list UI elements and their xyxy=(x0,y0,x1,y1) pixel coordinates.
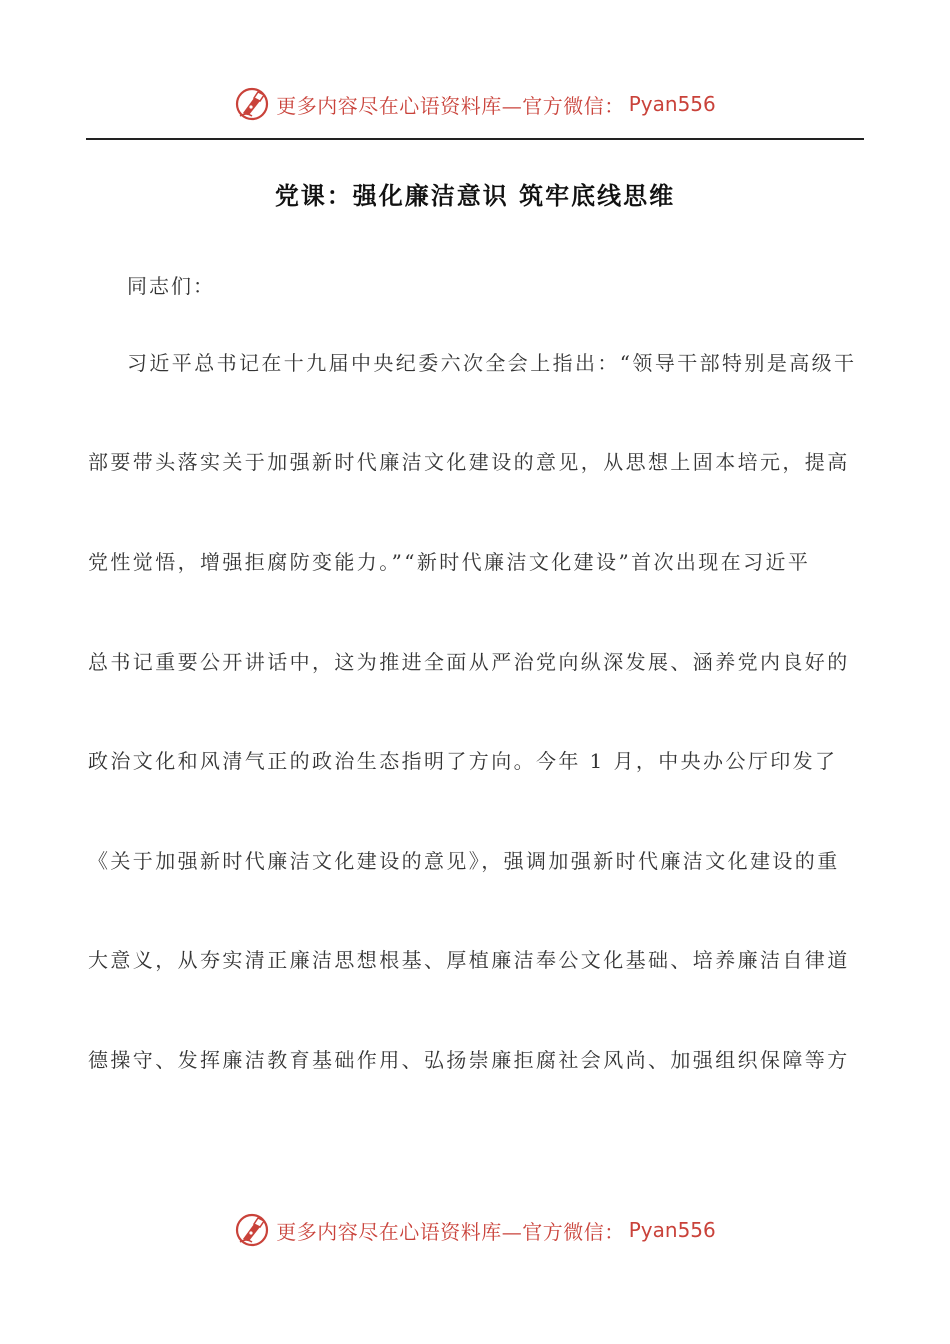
header-wechat-id: Pyan556 xyxy=(628,92,716,116)
paragraph-line: 党性觉悟，增强拒腐防变能力。”“新时代廉洁文化建设”首次出现在习近平 xyxy=(88,550,811,574)
paragraph-line: 政治文化和风清气正的政治生态指明了方向。今年 1 月，中央办公厅印发了 xyxy=(88,749,838,773)
paragraph-line: 德操守、发挥廉洁教育基础作用、弘扬崇廉拒腐社会风尚、加强组织保障等方 xyxy=(88,1048,850,1072)
header-banner xyxy=(0,84,950,124)
footer-wechat-id: Pyan556 xyxy=(628,1218,716,1242)
footer-banner-text: 更多内容尽在心语资料库—官方微信： xyxy=(276,1219,625,1244)
header-divider xyxy=(86,138,864,140)
paragraph-line: 习近平总书记在十九届中央纪委六次全会上指出：“领导干部特别是高级干 xyxy=(127,351,857,375)
pen-nib-logo-icon xyxy=(234,86,270,122)
paragraph-line: 总书记重要公开讲话中，这为推进全面从严治党向纵深发展、涵养党内良好的 xyxy=(88,650,850,674)
greeting: 同志们： xyxy=(127,274,215,298)
header-banner-text: 更多内容尽在心语资料库—官方微信： xyxy=(276,93,625,118)
paragraph-line: 部要带头落实关于加强新时代廉洁文化建设的意见，从思想上固本培元，提高 xyxy=(88,450,850,474)
paragraph-line: 《关于加强新时代廉洁文化建设的意见》，强调加强新时代廉洁文化建设的重 xyxy=(88,849,840,873)
paragraph-line: 大意义，从夯实清正廉洁思想根基、厚植廉洁奉公文化基础、培养廉洁自律道 xyxy=(88,948,850,972)
footer-banner xyxy=(0,1210,950,1250)
pen-nib-logo-icon xyxy=(234,1212,270,1248)
document-title: 党课：强化廉洁意识 筑牢底线思维 xyxy=(274,181,676,210)
